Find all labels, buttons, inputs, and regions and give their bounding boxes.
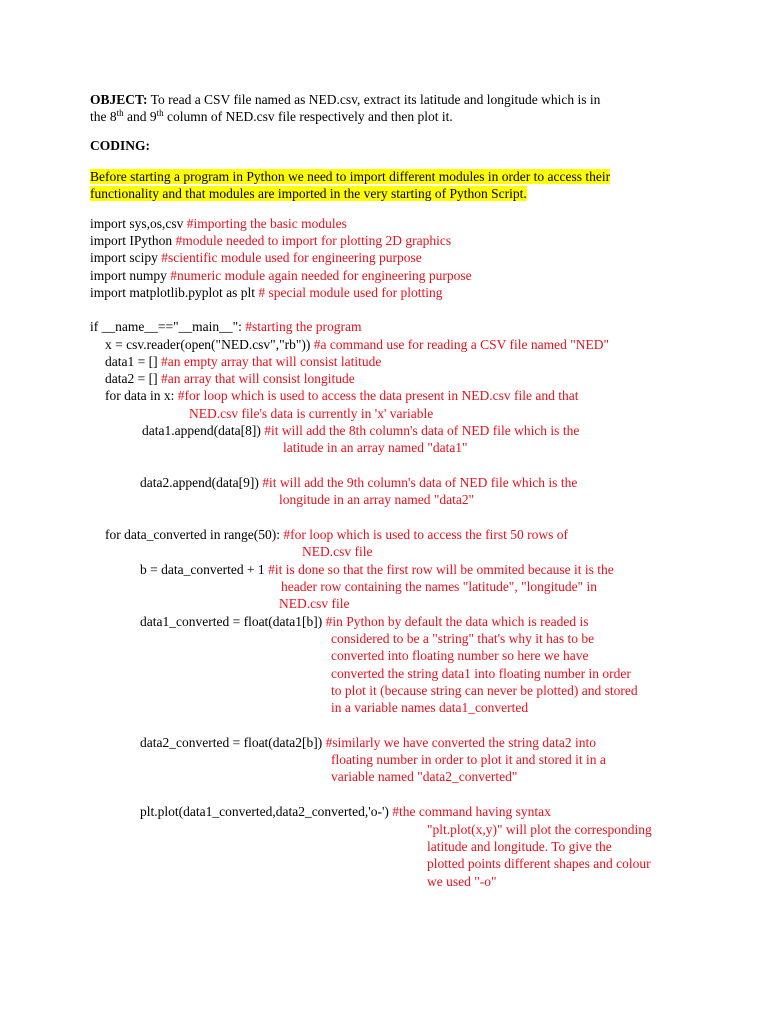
code-for-converted: for data_converted in range(50): #for loop which is used to access the first 50 rows of xyxy=(105,527,568,542)
object-line-2: the 8th and 9th column of NED.csv file respectively and then plot it. xyxy=(90,108,453,124)
code-for-data: for data in x: #for loop which is used to access the data present in NED.csv file and that xyxy=(105,388,579,403)
comment-continuation: NED.csv file's data is currently in 'x' variable xyxy=(189,406,434,421)
highlight-line-1: Before starting a program in Python we need to import different modules in order to access their xyxy=(90,169,611,184)
code-data1-init: data1 = [] #an empty array that will consist latitude xyxy=(105,354,382,369)
code-plot: plt.plot(data1_converted,data2_converted,'o-') #the command having syntax xyxy=(140,804,551,819)
comment-continuation: converted the string data1 into floating number in order xyxy=(331,666,631,681)
comment-continuation: longitude in an array named "data2" xyxy=(279,492,475,507)
object-label: OBJECT: xyxy=(90,92,148,107)
import-line: import numpy #numeric module again needed for engineering purpose xyxy=(90,268,472,283)
comment-continuation: converted into floating number so here we have xyxy=(331,648,589,663)
comment-continuation: in a variable names data1_converted xyxy=(331,700,529,715)
comment-continuation: latitude in an array named "data1" xyxy=(283,440,468,455)
import-line: import sys,os,csv #importing the basic modules xyxy=(90,216,347,231)
comment-continuation: latitude and longitude. To give the xyxy=(427,839,612,854)
comment-continuation: plotted points different shapes and colour xyxy=(427,856,651,871)
comment-continuation: variable named "data2_converted" xyxy=(331,769,518,784)
import-line: import scipy #scientific module used for engineering purpose xyxy=(90,250,422,265)
object-line-1 xyxy=(90,91,600,108)
import-line: import IPython #module needed to import for plotting 2D graphics xyxy=(90,233,452,248)
comment-continuation: we used "-o" xyxy=(427,874,497,889)
comment-continuation: "plt.plot(x,y)" will plot the corresponding xyxy=(427,822,652,837)
code-conv2: data2_converted = float(data2[b]) #similarly we have converted the string data2 into xyxy=(140,735,596,750)
code-conv1: data1_converted = float(data1[b]) #in Python by default the data which is readed is xyxy=(140,614,589,629)
code-append2: data2.append(data[9]) #it will add the 9th column's data of NED file which is the xyxy=(140,475,578,490)
code-reader: x = csv.reader(open("NED.csv","rb")) #a command use for reading a CSV file named "NED" xyxy=(105,337,610,352)
highlight-line-2: functionality and that modules are imported in the very starting of Python Script. xyxy=(90,186,527,201)
comment-continuation: header row containing the names "latitude", "longitude" in xyxy=(281,579,597,594)
code-data2-init: data2 = [] #an array that will consist longitude xyxy=(105,371,355,386)
code-b-assign: b = data_converted + 1 #it is done so that the first row will be ommited because it is the xyxy=(140,562,614,577)
coding-heading: CODING: xyxy=(90,138,150,153)
code-append1: data1.append(data[8]) #it will add the 8th column's data of NED file which is the xyxy=(142,423,580,438)
object-text: To read a CSV file named as NED.csv, extract its latitude and longitude which is in xyxy=(150,92,601,107)
comment-continuation: NED.csv file xyxy=(279,596,350,611)
comment-continuation: NED.csv file xyxy=(302,544,373,559)
comment-continuation: to plot it (because string can never be plotted) and stored xyxy=(331,683,638,698)
comment-continuation: considered to be a "string" that's why it has to be xyxy=(331,631,595,646)
code-if-main: if __name__=="__main__": #starting the program xyxy=(90,319,362,334)
import-line: import matplotlib.pyplot as plt # special module used for plotting xyxy=(90,285,443,300)
comment-continuation: floating number in order to plot it and stored it in a xyxy=(331,752,606,767)
